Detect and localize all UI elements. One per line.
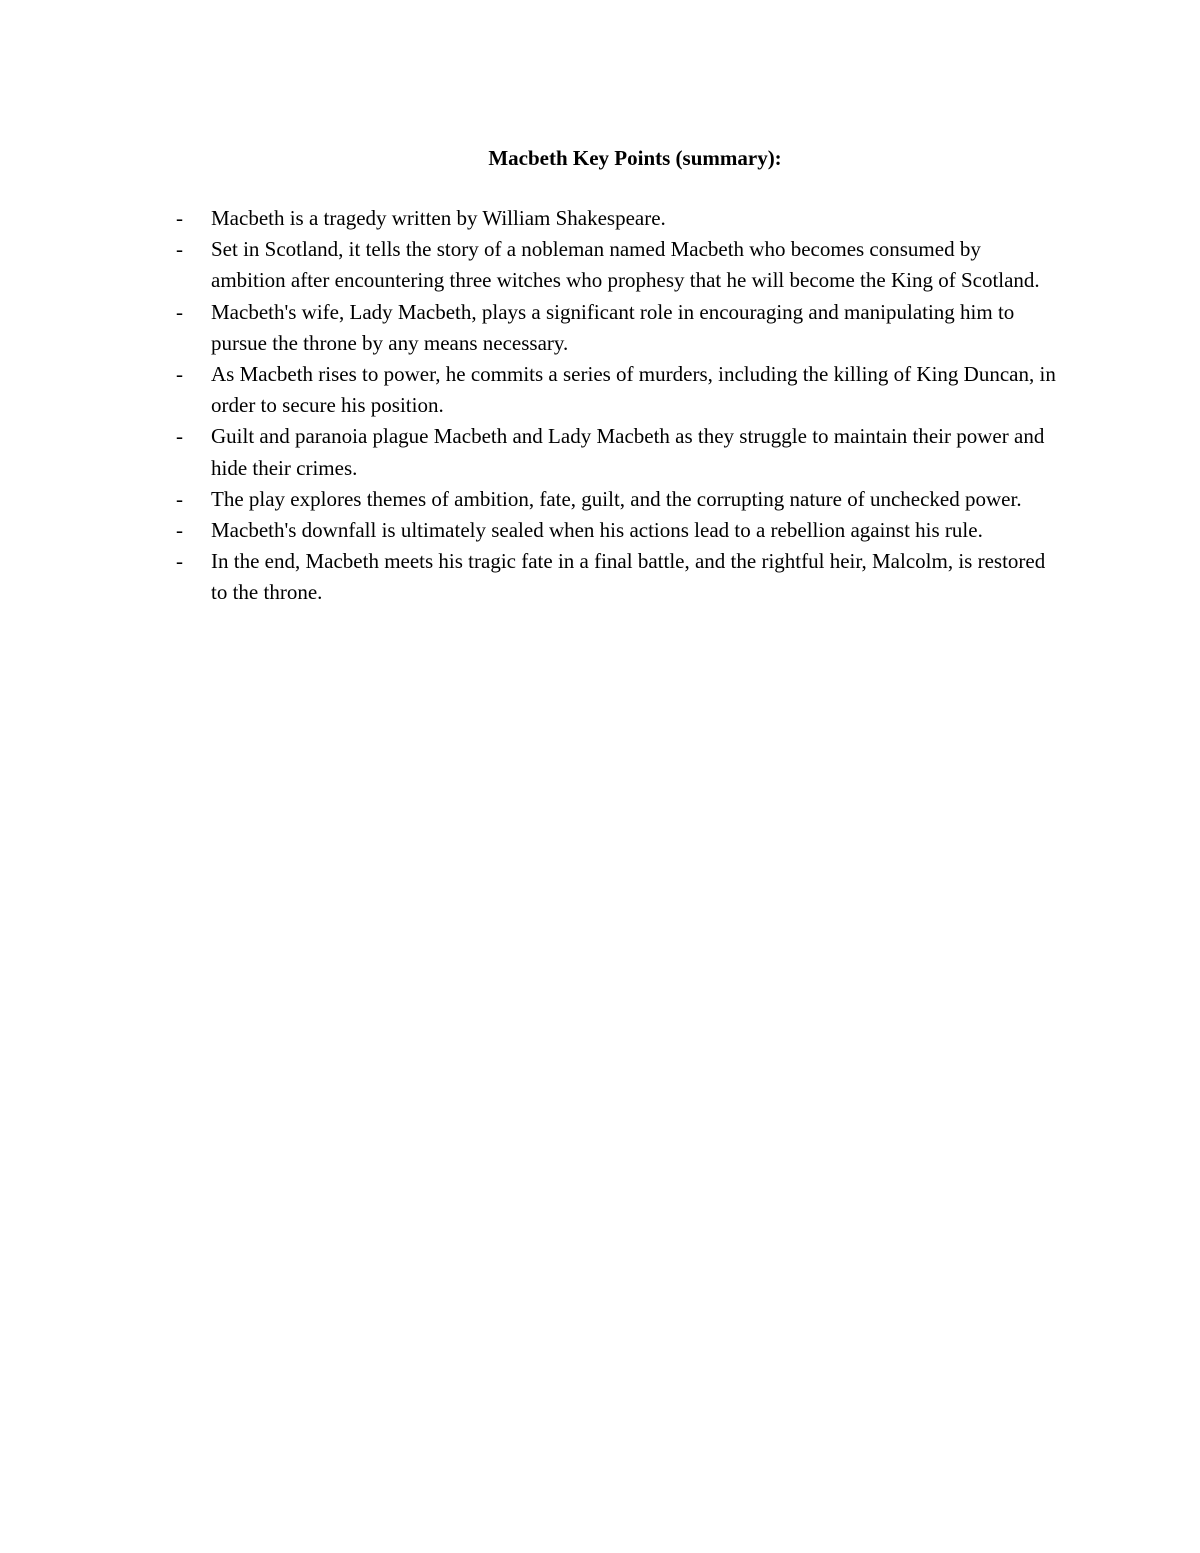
list-item-text: The play explores themes of ambition, fate, guilt, and the corrupting nature of unchecked power.: [211, 486, 1022, 511]
list-item: [176, 484, 1056, 515]
list-item: [176, 203, 1056, 234]
key-points-list: [176, 203, 1056, 609]
list-item-text: In the end, Macbeth meets his tragic fate in a final battle, and the rightful heir, Malcolm, is restored to the throne.: [211, 549, 1046, 605]
bullet-dash: -: [176, 424, 183, 449]
list-item: [176, 546, 1056, 608]
list-item: [176, 234, 1056, 296]
list-item: [176, 359, 1056, 421]
list-item: [176, 297, 1056, 359]
list-item: [176, 421, 1056, 483]
bullet-dash: -: [176, 362, 183, 387]
list-item-text: Macbeth is a tragedy written by William Shakespeare.: [211, 206, 666, 230]
list-item-text: As Macbeth rises to power, he commits a series of murders, including the killing of King Duncan, in order to secure his position.: [211, 362, 1056, 418]
bullet-dash: -: [176, 299, 183, 324]
bullet-dash: -: [176, 206, 183, 230]
list-item-text: Set in Scotland, it tells the story of a nobleman named Macbeth who becomes consumed by ambition after encountering three witches who prophesy that he will become the King of Scotland.: [211, 237, 1040, 293]
list-item-text: Guilt and paranoia plague Macbeth and Lady Macbeth as they struggle to maintain their power and hide their crimes.: [211, 424, 1045, 480]
bullet-dash: -: [176, 486, 183, 511]
bullet-dash: -: [176, 237, 183, 262]
list-item-text: Macbeth's wife, Lady Macbeth, plays a significant role in encouraging and manipulating him to pursue the throne by any means necessary.: [211, 299, 1015, 355]
document-title: Macbeth Key Points (summary):: [488, 146, 782, 170]
bullet-dash: -: [176, 518, 183, 543]
list-item-text: Macbeth's downfall is ultimately sealed when his actions lead to a rebellion against his rule.: [211, 518, 983, 543]
bullet-dash: -: [176, 549, 183, 574]
list-item: [176, 515, 1056, 546]
